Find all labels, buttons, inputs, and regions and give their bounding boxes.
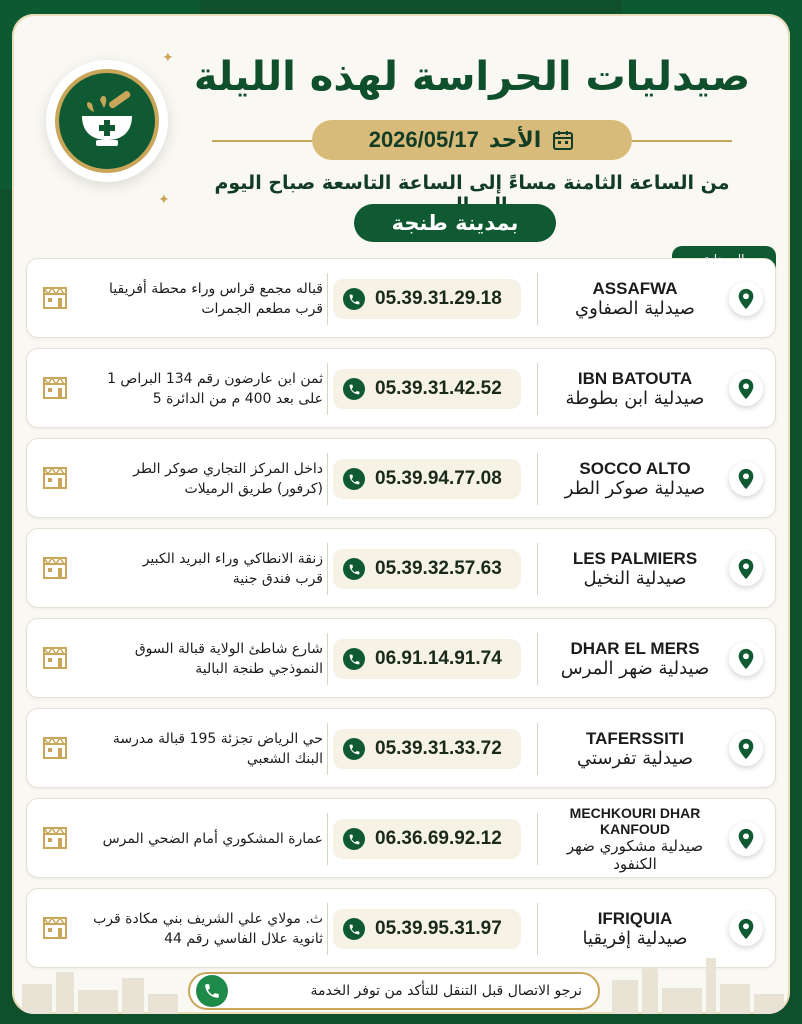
address-line: (كرفور) طريق الرميلات (184, 481, 323, 497)
address-line: النموذجي طنجة البالية (195, 661, 323, 677)
pharmacy-name-arabic: صيدلية إفريقيا (582, 927, 688, 949)
footer-notice (188, 972, 600, 1010)
pharmacy-name (547, 535, 723, 603)
pharmacy-name (547, 355, 723, 423)
calendar-icon (551, 128, 575, 152)
divider (212, 140, 312, 142)
location-pin-icon (736, 648, 756, 670)
address-line: البنك الشعبي (246, 751, 323, 767)
location-pin-button[interactable] (729, 642, 763, 676)
phone-number: 05.39.31.42.52 (375, 378, 502, 399)
pharmacy-name-latin: ASSAFWA (592, 278, 678, 298)
phone-icon (343, 648, 365, 670)
page-title: صيدليات الحراسة لهذه الليلة (193, 54, 751, 100)
pharmacy-name (547, 625, 723, 693)
location-pin-button[interactable] (729, 822, 763, 856)
pharmacy-name-latin: LES PALMIERS (572, 548, 698, 568)
pharmacy-name (547, 445, 723, 513)
location-pin-icon (736, 468, 756, 490)
phone-number-button[interactable] (333, 729, 521, 769)
pharmacy-name-latin: MECHKOURI DHAR KANFOUD (569, 805, 701, 837)
pharmacy-name-arabic: صيدلية مشكوري ضهر الكنفود (566, 837, 704, 873)
pharmacy-name-arabic: صيدلية تفرستي (576, 747, 693, 769)
pharmacy-row (26, 528, 776, 608)
pharmacy-row (26, 348, 776, 428)
day-label: الأحد (488, 127, 542, 153)
footer-note: نرجو الاتصال قبل التنقل للتأكد من توفر الخدمة (310, 983, 582, 999)
phone-icon (343, 378, 365, 400)
building-icon (41, 915, 69, 941)
poster-card (12, 14, 790, 1014)
divider (537, 723, 538, 775)
address-line: قرب فندق جنية (232, 571, 323, 587)
building-icon (41, 285, 69, 311)
date-badge (312, 120, 632, 160)
address-line: زنقة الانطاكي وراء البريد الكبير (142, 551, 323, 567)
divider (327, 363, 328, 415)
divider (632, 140, 732, 142)
phone-number: 06.36.69.92.12 (375, 828, 502, 849)
pharmacy-name-arabic: صيدلية الصفاوي (575, 297, 695, 319)
divider (327, 453, 328, 505)
phone-number-button[interactable] (333, 459, 521, 499)
address-line: ثمن ابن عارضون رقم 134 البراص 1 (107, 371, 323, 387)
pharmacy-row (26, 798, 776, 878)
phone-number-button[interactable] (333, 279, 521, 319)
pharmacy-name (547, 715, 723, 783)
location-pin-icon (736, 558, 756, 580)
hours-text: من الساعة الثامنة مساءً إلى الساعة التاسعة صباح اليوم (214, 172, 730, 194)
divider (537, 813, 538, 865)
location-pin-button[interactable] (729, 732, 763, 766)
divider (537, 453, 538, 505)
address-line: داخل المركز التجاري صوكر الطر (133, 461, 323, 477)
pharmacy-name-arabic: صيدلية ضهر المرس (560, 657, 710, 679)
address-line: ث. مولاي علي الشريف بني مكادة قرب (93, 911, 323, 927)
sparkle-decoration: ✦ (162, 50, 174, 66)
address-line: ثانوية علال الفاسي رقم 44 (164, 931, 323, 947)
divider (327, 273, 328, 325)
pharmacy-name-arabic: صيدلية ابن بطوطة (565, 387, 705, 409)
phone-number-button[interactable] (333, 549, 521, 589)
pharmacy-logo (46, 60, 168, 182)
mortar-pestle-cross-icon (72, 86, 142, 156)
pharmacy-address (83, 541, 323, 597)
pharmacy-name-latin: SOCCO ALTO (579, 458, 691, 478)
phone-number: 05.39.31.33.72 (375, 738, 502, 759)
phone-number-button[interactable] (333, 639, 521, 679)
address-line: على بعد 400 م من الدائرة 5 (152, 391, 323, 407)
date-value: 2026/05/17 (368, 127, 479, 152)
building-icon (41, 825, 69, 851)
location-pin-icon (736, 288, 756, 310)
city-badge: بمدينة طنجة (354, 204, 556, 242)
divider (537, 273, 538, 325)
location-pin-icon (736, 828, 756, 850)
phone-number-button[interactable] (333, 909, 521, 949)
pharmacy-address (83, 271, 323, 327)
pharmacy-name-latin: IFRIQUIA (597, 908, 673, 928)
phone-icon (343, 288, 365, 310)
pharmacy-address (83, 451, 323, 507)
phone-number: 06.91.14.91.74 (375, 648, 502, 669)
pharmacy-address (83, 721, 323, 777)
address-line: عمارة المشكوري أمام الضحي المرس (102, 831, 323, 847)
address-line: حي الرياض تجزئة 195 قبالة مدرسة (112, 731, 323, 747)
phone-icon (343, 468, 365, 490)
phone-icon (343, 918, 365, 940)
divider (327, 813, 328, 865)
pharmacy-row (26, 618, 776, 698)
pharmacy-name-latin: TAFERSSITI (586, 728, 684, 748)
building-icon (41, 375, 69, 401)
divider (537, 543, 538, 595)
pharmacy-row (26, 708, 776, 788)
location-pin-button[interactable] (729, 282, 763, 316)
pharmacy-name-latin: DHAR EL MERS (570, 638, 700, 658)
pharmacy-name-arabic: صيدلية النخيل (583, 567, 687, 589)
building-icon (41, 645, 69, 671)
phone-number-button[interactable] (333, 819, 521, 859)
building-icon (41, 465, 69, 491)
location-pin-button[interactable] (729, 912, 763, 946)
phone-icon (343, 558, 365, 580)
phone-number: 05.39.94.77.08 (375, 468, 502, 489)
phone-number: 05.39.95.31.97 (375, 918, 502, 939)
pharmacy-name (547, 265, 723, 333)
pharmacy-address (83, 631, 323, 687)
location-pin-icon (736, 738, 756, 760)
sparkle-decoration: ✦ (158, 192, 170, 208)
building-icon (41, 735, 69, 761)
pharmacy-row (26, 438, 776, 518)
address-line: قرب مطعم الجمرات (201, 301, 323, 317)
location-pin-button[interactable] (729, 462, 763, 496)
phone-icon (343, 738, 365, 760)
pharmacy-name-arabic: صيدلية صوكر الطر (564, 477, 706, 499)
phone-number-button[interactable] (333, 369, 521, 409)
phone-number: 05.39.32.57.63 (375, 558, 502, 579)
location-pin-button[interactable] (729, 552, 763, 586)
pharmacy-name (547, 805, 723, 873)
location-pin-button[interactable] (729, 372, 763, 406)
location-pin-icon (736, 918, 756, 940)
divider (537, 363, 538, 415)
divider (327, 543, 328, 595)
phone-icon (343, 828, 365, 850)
pharmacy-address (83, 361, 323, 417)
divider (327, 633, 328, 685)
phone-number: 05.39.31.29.18 (375, 288, 502, 309)
pharmacy-row (26, 258, 776, 338)
location-pin-icon (736, 378, 756, 400)
building-icon (41, 555, 69, 581)
address-line: شارع شاطئ الولاية قبالة السوق (134, 641, 323, 657)
pharmacy-name-latin: IBN BATOUTA (577, 368, 693, 388)
divider (327, 723, 328, 775)
pharmacy-address (83, 811, 323, 867)
address-line: قباله مجمع قراس وراء محطة أفريقيا (109, 281, 323, 297)
phone-icon (196, 975, 228, 1007)
divider (537, 633, 538, 685)
